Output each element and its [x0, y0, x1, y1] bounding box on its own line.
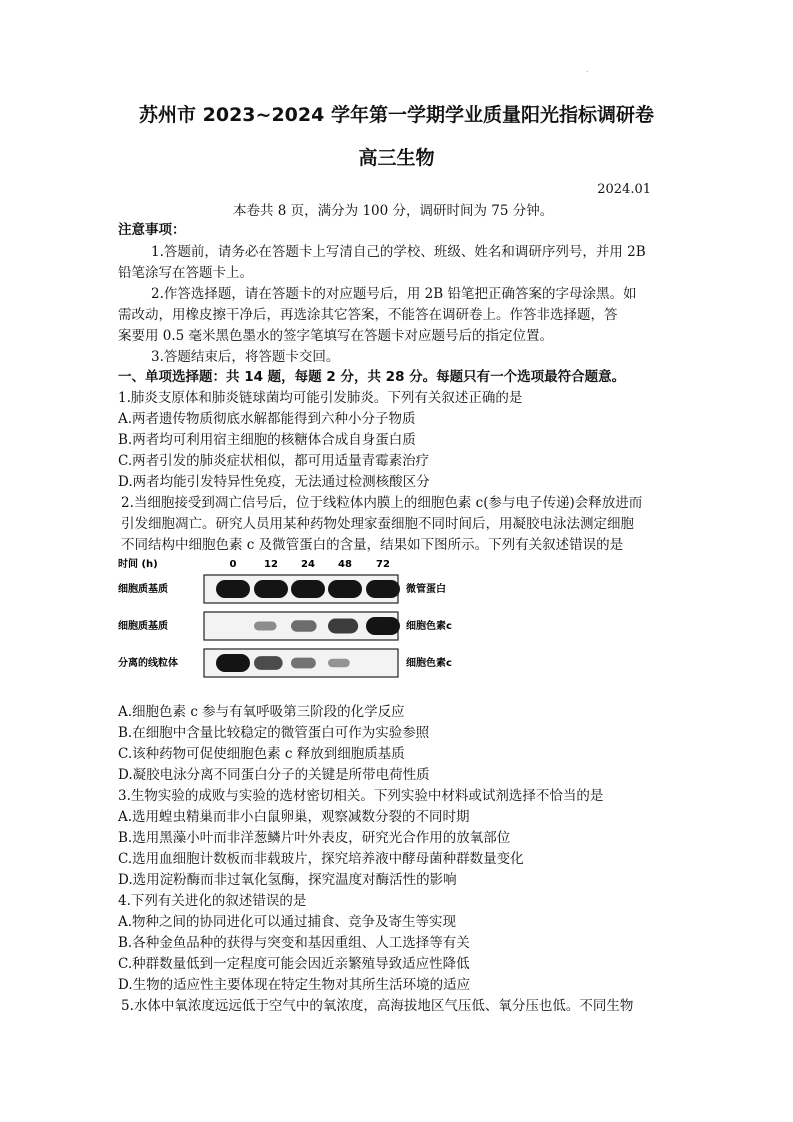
- gel-band: [291, 658, 316, 669]
- question-stem: 引发细胞凋亡。研究人员用某种药物处理家蚕细胞不同时间后，用凝胶电泳法测定细胞: [121, 516, 634, 532]
- notice-heading: 注意事项：: [118, 222, 186, 238]
- exam-info: 本卷共 8 页，满分为 100 分，调研时间为 75 分钟。: [233, 203, 554, 219]
- gel-row-protein-label: 细胞色素c: [406, 621, 452, 632]
- option-d: D.两者均能引发特异性免疫，无法通过检测核酸区分: [118, 474, 430, 490]
- option-c: C.该种药物可促使细胞色素 c 释放到细胞质基质: [118, 746, 405, 762]
- notice-line: 2.作答选择题，请在答题卡的对应题号后，用 2B 铅笔把正确答案的字母涂黑。如: [151, 286, 637, 302]
- option-c: C.两者引发的肺炎症状相似，都可用适量青霉素治疗: [118, 453, 430, 469]
- gel-row-fraction-label: 细胞质基质: [118, 621, 168, 632]
- gel-band: [216, 654, 250, 672]
- question-stem: 2.当细胞接受到凋亡信号后，位于线粒体内膜上的细胞色素 c(参与电子传递)会释放进而: [121, 495, 643, 511]
- gel-row-fraction-label: 细胞质基质: [118, 584, 168, 595]
- option-a: A.两者遗传物质彻底水解都能得到六种小分子物质: [118, 411, 416, 427]
- notice-line: 铅笔涂写在答题卡上。: [118, 265, 253, 281]
- option-d: D.选用淀粉酶而非过氧化氢酶，探究温度对酶活性的影响: [118, 872, 457, 888]
- time-tick-label: 48: [338, 559, 352, 570]
- notice-line: 1.答题前，请务必在答题卡上写清自己的学校、班级、姓名和调研序列号，并用 2B: [151, 244, 646, 260]
- exam-subject: 高三生物: [358, 147, 435, 169]
- time-label: 时间 (h): [118, 559, 158, 570]
- scan-speck: .: [586, 65, 589, 74]
- question-stem: 1.肺炎支原体和肺炎链球菌均可能引发肺炎。下列有关叙述正确的是: [118, 390, 523, 406]
- notice-line: 需改动，用橡皮擦干净后，再选涂其它答案，不能答在调研卷上。作答非选择题，答: [118, 307, 618, 323]
- option-d: D.凝胶电泳分离不同蛋白分子的关键是所带电荷性质: [118, 767, 430, 783]
- gel-band: [216, 580, 250, 598]
- exam-title: 苏州市 2023~2024 学年第一学期学业质量阳光指标调研卷: [139, 104, 654, 126]
- notice-line: 3.答题结束后，将答题卡交回。: [151, 349, 340, 365]
- gel-row: [118, 649, 452, 677]
- gel-electrophoresis-figure: [118, 555, 476, 685]
- gel-band: [328, 580, 362, 598]
- option-a: A.细胞色素 c 参与有氧呼吸第三阶段的化学反应: [118, 704, 405, 720]
- gel-row: [118, 612, 452, 640]
- question-stem: 不同结构中细胞色素 c 及微管蛋白的含量，结果如下图所示。下列有关叙述错误的是: [121, 537, 624, 553]
- gel-row-protein-label: 细胞色素c: [406, 658, 452, 669]
- option-b: B.各种金鱼品种的获得与突变和基因重组、人工选择等有关: [118, 935, 470, 951]
- option-b: B.在细胞中含量比较稳定的微管蛋白可作为实验参照: [118, 725, 430, 741]
- gel-band: [328, 619, 358, 634]
- time-tick-label: 12: [264, 559, 278, 570]
- gel-row-protein-label: 微管蛋白: [406, 584, 446, 595]
- question-stem: 3.生物实验的成败与实验的选材密切相关。下列实验中材料或试剂选择不恰当的是: [118, 788, 604, 804]
- gel-band: [254, 580, 288, 598]
- option-a: A.物种之间的协同进化可以通过捕食、竞争及寄生等实现: [118, 914, 457, 930]
- notice-line: 案要用 0.5 毫米黑色墨水的签字笔填写在答题卡对应题号后的指定位置。: [118, 328, 554, 344]
- section-heading: 一、单项选择题：共 14 题，每题 2 分，共 28 分。每题只有一个选项最符合题意。: [118, 369, 626, 385]
- gel-band: [254, 622, 277, 631]
- exam-date: 2024.01: [597, 182, 651, 197]
- option-a: A.选用蝗虫精巢而非小白鼠卵巢，观察减数分裂的不同时期: [118, 809, 470, 825]
- option-c: C.选用血细胞计数板而非载玻片，探究培养液中酵母菌种群数量变化: [118, 851, 524, 867]
- gel-band: [254, 656, 283, 670]
- option-b: B.选用黑藻小叶而非洋葱鳞片叶外表皮，研究光合作用的放氧部位: [118, 830, 511, 846]
- gel-band: [366, 580, 400, 598]
- gel-band: [328, 659, 350, 667]
- time-tick-label: 72: [376, 559, 390, 570]
- gel-row-fraction-label: 分离的线粒体: [118, 658, 178, 669]
- option-b: B.两者均可利用宿主细胞的核糖体合成自身蛋白质: [118, 432, 416, 448]
- gel-band: [291, 620, 317, 631]
- time-tick-label: 24: [301, 559, 315, 570]
- question-stem: 5.水体中氧浓度远远低于空气中的氧浓度，高海拔地区气压低、氧分压也低。不同生物: [121, 998, 634, 1014]
- option-d: D.生物的适应性主要体现在特定生物对其所生活环境的适应: [118, 977, 471, 993]
- gel-band: [366, 617, 400, 635]
- option-c: C.种群数量低到一定程度可能会因近亲繁殖导致适应性降低: [118, 956, 470, 972]
- gel-band: [291, 580, 325, 598]
- question-stem: 4.下列有关进化的叙述错误的是: [118, 893, 307, 909]
- time-tick-label: 0: [229, 559, 237, 570]
- gel-row: [118, 575, 446, 603]
